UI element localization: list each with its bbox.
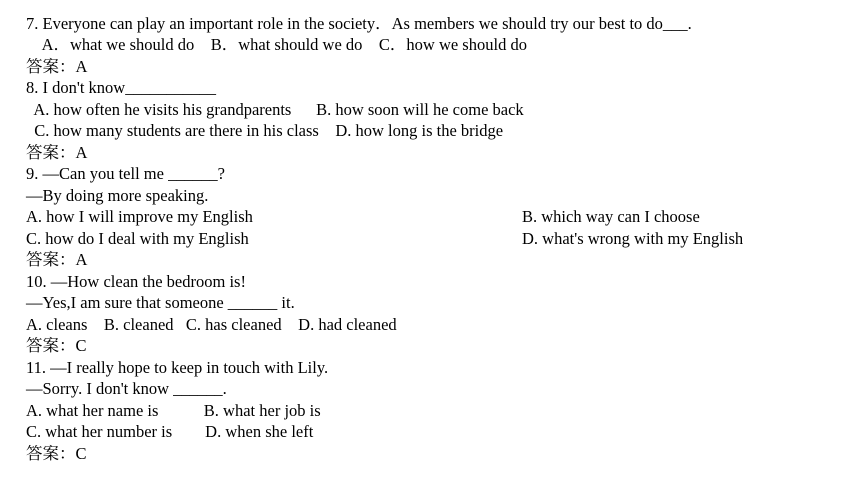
answer-line: 答案：A — [26, 143, 88, 162]
question-options: A．what we should do B．what should we do C．how we should do — [26, 35, 527, 54]
question-options: C. what her number is D. when she left — [26, 422, 314, 441]
option-b: B. which way can I choose — [522, 207, 700, 226]
question-options: C. how many students are there in his class D. how long is the bridge — [26, 121, 504, 140]
question-stem: 11. —I really hope to keep in touch with Lily. — [26, 358, 329, 377]
question-dialog: —By doing more speaking. — [26, 186, 209, 205]
question-stem: 10. —How clean the bedroom is! — [26, 272, 246, 291]
answer-line: 答案：A — [26, 57, 88, 76]
answer-line: 答案：A — [26, 250, 88, 269]
option-a: A. how I will improve my English — [26, 207, 253, 226]
question-options: A. what her name is B. what her job is — [26, 401, 321, 420]
question-options: A. how often he visits his grandparents B. how soon will he come back — [26, 100, 524, 119]
question-dialog: —Yes,I am sure that someone ______ it. — [26, 293, 295, 312]
question-stem: 7. Everyone can play an important role in the society．As members we should try our best to do___. — [26, 14, 692, 33]
answer-line: 答案：C — [26, 336, 87, 355]
question-options: A. cleans B. cleaned C. has cleaned D. had cleaned — [26, 315, 397, 334]
question-stem: 8. I don't know___________ — [26, 78, 216, 97]
option-c: C. how do I deal with my English — [26, 229, 249, 248]
option-d: D. what's wrong with my English — [522, 229, 744, 248]
question-dialog: —Sorry. I don't know ______. — [26, 379, 227, 398]
answer-line: 答案：C — [26, 444, 87, 463]
question-stem: 9. —Can you tell me ______? — [26, 164, 225, 183]
